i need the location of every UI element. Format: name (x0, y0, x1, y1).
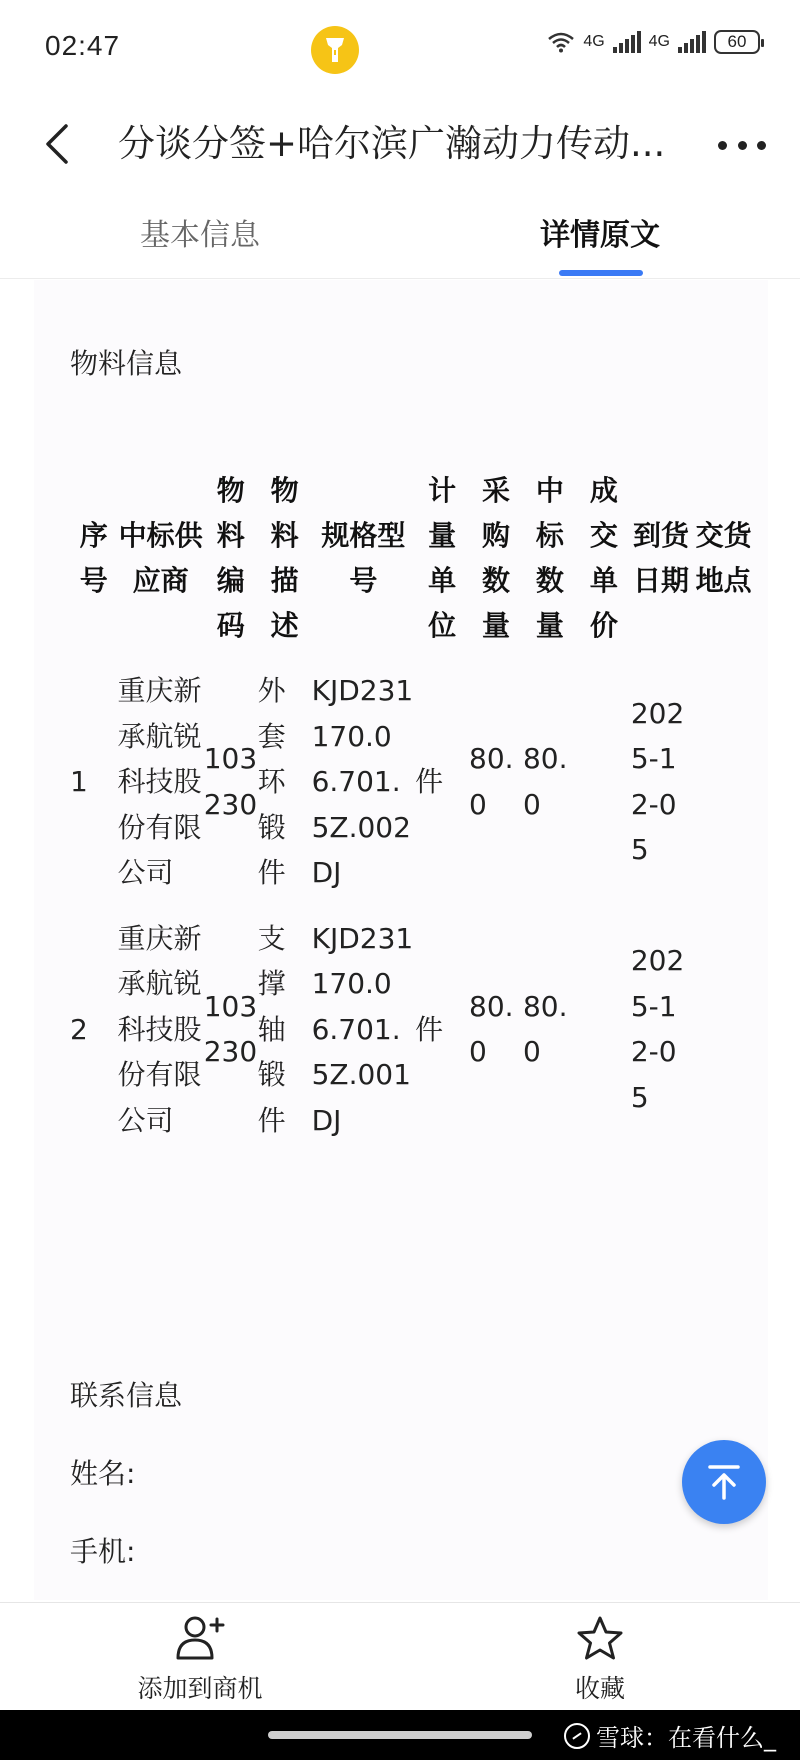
battery-icon (714, 30, 760, 54)
column-header: 物料编码 (216, 474, 245, 642)
table-cell: 2025-12-05 (630, 944, 685, 1114)
table-cell: 103230 (203, 742, 258, 821)
table-cell: KJD231170.06.701.5Z.002DJ (311, 674, 414, 889)
table-row (70, 658, 756, 906)
table-cell: 重庆新承航锐科技股份有限公司 (117, 921, 202, 1137)
table-cell: 件 (415, 1012, 444, 1046)
tab-basic-info[interactable]: 基本信息 (140, 218, 260, 253)
table-cell (691, 658, 756, 906)
contact-section-title: 联系信息 (70, 1379, 183, 1412)
back-to-top-button[interactable] (682, 1440, 766, 1524)
favorite-label: 收藏 (574, 1674, 625, 1703)
network-type-1: 4G (583, 33, 605, 50)
signal-icon-1 (613, 31, 641, 53)
tab-detail-text[interactable]: 详情原文 (540, 218, 660, 253)
column-header: 规格型号 (321, 519, 406, 597)
table-cell: 2 (70, 1012, 88, 1046)
table-cell: 支撑轴锻件 (257, 921, 286, 1137)
column-header: 成交单价 (589, 474, 618, 642)
status-indicators (547, 30, 760, 54)
table-cell: 80.0 (522, 989, 568, 1069)
arrow-up-icon (704, 1462, 744, 1502)
signal-icon-2 (678, 31, 706, 53)
table-row (70, 906, 756, 1154)
contact-phone-label: 手机: (70, 1535, 136, 1568)
table-header-row (70, 458, 756, 658)
column-header: 到货日期 (633, 519, 690, 597)
table-cell: 重庆新承航锐科技股份有限公司 (117, 674, 202, 889)
watermark-text: 雪球：在看什么_ (596, 1724, 776, 1752)
add-to-opportunity-label: 添加到商机 (137, 1674, 263, 1703)
add-user-icon (175, 1615, 225, 1661)
tab-active-indicator (559, 270, 643, 276)
contact-name-label: 姓名: (70, 1457, 136, 1490)
materials-section-title: 物料信息 (70, 347, 183, 380)
page-title: 分谈分签+哈尔滨广瀚动力传动... (118, 122, 666, 165)
table-cell (577, 906, 631, 1154)
column-header: 采购数量 (482, 474, 511, 642)
table-cell: 103230 (203, 989, 258, 1069)
star-icon (575, 1615, 625, 1661)
add-to-opportunity-button[interactable] (100, 1615, 300, 1705)
table-cell: 1 (70, 765, 88, 798)
table-cell: KJD231170.06.701.5Z.001DJ (311, 921, 414, 1137)
column-header: 序号 (79, 519, 108, 597)
table-cell (577, 658, 631, 906)
column-header: 中标数量 (535, 474, 564, 642)
table-cell: 80.0 (469, 742, 514, 821)
tab-bar (0, 190, 800, 279)
table-cell: 外套环锻件 (257, 674, 286, 889)
table-cell: 80.0 (469, 989, 514, 1069)
table-cell (691, 906, 756, 1154)
battery-level: 60 (727, 32, 747, 51)
network-type-2: 4G (648, 33, 670, 50)
flashlight-icon[interactable] (311, 26, 359, 74)
more-icon[interactable] (718, 130, 766, 160)
xueqiu-logo-icon (564, 1723, 590, 1749)
system-nav-bar (0, 1710, 800, 1760)
home-indicator[interactable] (268, 1731, 532, 1739)
materials-table (70, 458, 756, 1153)
table-cell: 件 (415, 765, 444, 798)
bottom-action-bar (0, 1602, 800, 1711)
wifi-icon (547, 31, 575, 53)
column-header: 物料描述 (270, 474, 299, 642)
table-cell: 2025-12-05 (630, 696, 685, 867)
status-time: 02:47 (45, 30, 121, 61)
table-cell: 80.0 (522, 742, 568, 821)
detail-content (34, 280, 768, 1600)
column-header: 计量单位 (428, 474, 457, 642)
favorite-button[interactable] (500, 1615, 700, 1705)
app-header (0, 100, 800, 190)
back-icon[interactable] (38, 122, 78, 166)
status-bar (0, 0, 800, 100)
column-header: 中标供应商 (118, 519, 203, 597)
watermark (564, 1718, 776, 1753)
column-header: 交货地点 (695, 519, 752, 597)
